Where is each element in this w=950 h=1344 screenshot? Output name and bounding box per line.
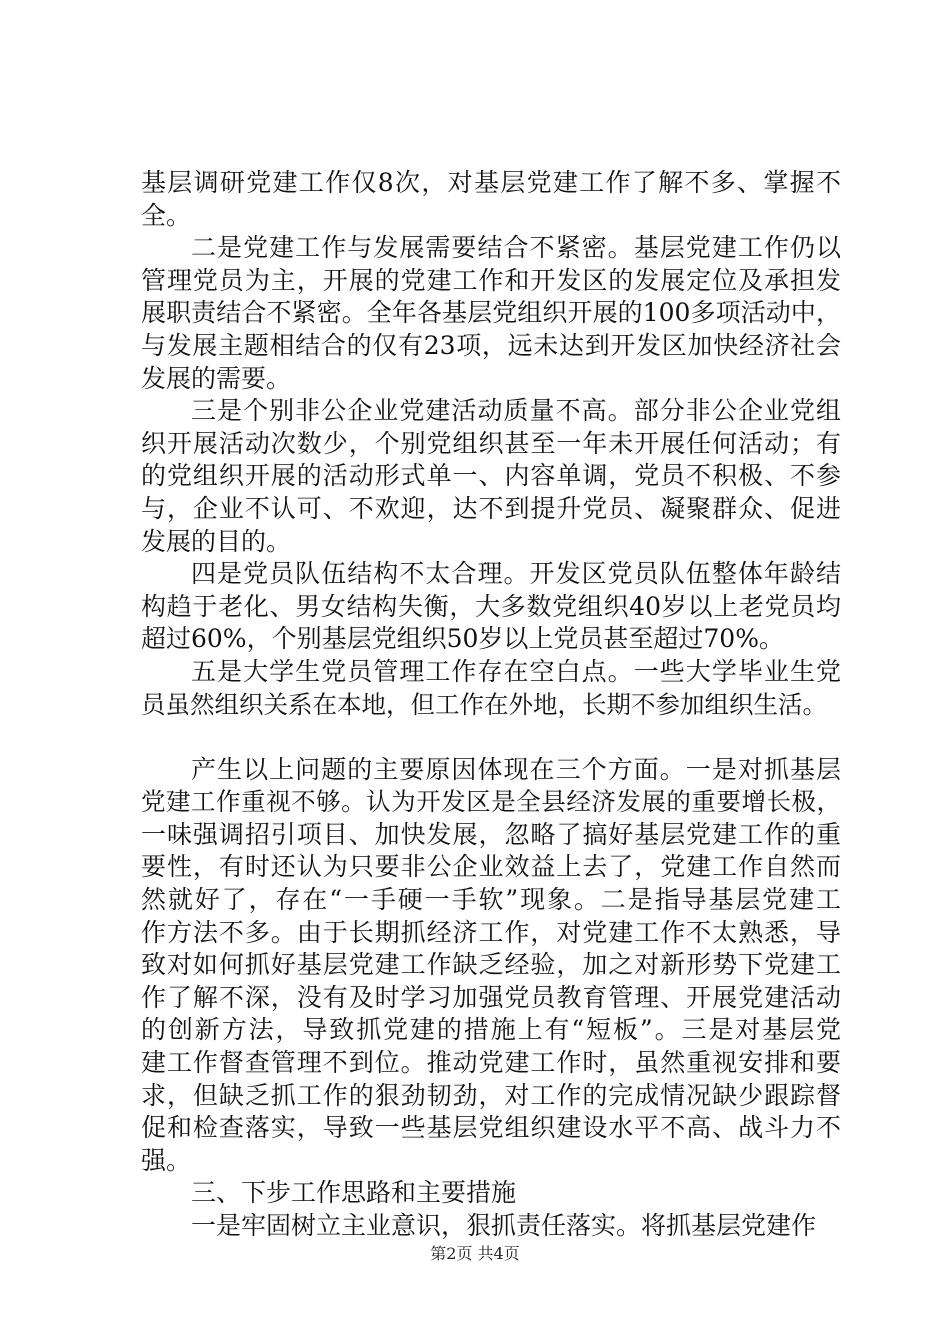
text-line: 的创新方法，导致抓党建的措施上有“短板”。三是对基层党 <box>141 1015 841 1045</box>
text-line: 发展的目的。 <box>141 526 292 556</box>
paragraph <box>141 395 841 558</box>
text-line: 求，但缺乏抓工作的狠劲韧劲，对工作的完成情况缺少跟踪督 <box>141 1080 841 1110</box>
text-line: 与发展主题相结合的仅有23项，远未达到开发区加快经济社会 <box>141 330 841 360</box>
text-line: 三是个别非公企业党建活动质量不高。部分非公企业党组 <box>191 396 841 426</box>
paragraph <box>141 167 841 232</box>
text-line: 四是党员队伍结构不太合理。开发区党员队伍整体年龄结 <box>191 559 841 589</box>
text-line: 作了解不深，没有及时学习加强党员教育管理、开展党建活动 <box>141 982 841 1012</box>
text-line: 织开展活动次数少，个别党组织甚至一年未开展任何活动；有 <box>141 428 841 458</box>
text-line: 产生以上问题的主要原因体现在三个方面。一是对抓基层 <box>191 754 841 784</box>
page-number-footer: 第2页 共4页 <box>430 1244 520 1263</box>
text-line: 五是大学生党员管理工作存在空白点。一些大学毕业生党 <box>191 656 841 686</box>
text-line: 员虽然组织关系在本地，但工作在外地，长期不参加组织生活。 <box>141 689 827 719</box>
text-line: 党建工作重视不够。认为开发区是全县经济发展的重要增长极， <box>141 787 841 817</box>
text-line: 作方法不多。由于长期抓经济工作，对党建工作不太熟悉，导 <box>141 917 841 947</box>
text-line: 发展的需要。 <box>141 363 292 393</box>
text-line: 二是党建工作与发展需要结合不紧密。基层党建工作仍以 <box>191 233 841 263</box>
paragraph <box>141 754 841 1178</box>
text-line: 要性，有时还认为只要非公企业效益上去了，党建工作自然而 <box>141 852 841 882</box>
text-line: 全。 <box>141 200 192 230</box>
text-line: 促和检查落实，导致一些基层党组织建设水平不高、战斗力不 <box>141 1113 841 1143</box>
text-line: 强。 <box>141 1145 192 1175</box>
paragraph <box>141 232 841 395</box>
text-line: 超过60%，个别基层党组织50岁以上党员甚至超过70%。 <box>141 624 784 654</box>
paragraph <box>141 1210 841 1243</box>
text-line: 一是牢固树立主业意识，狠抓责任落实。将抓基层党建作 <box>191 1211 817 1240</box>
blank-line <box>141 721 841 754</box>
text-line: 与，企业不认可、不欢迎，达不到提升党员、凝聚群众、促进 <box>141 493 841 523</box>
text-line: 致对如何抓好基层党建工作缺乏经验，加之对新形势下党建工 <box>141 950 841 980</box>
document-body <box>141 167 841 1243</box>
text-line: 然就好了，存在“一手硬一手软”现象。二是指导基层党建工 <box>141 885 841 915</box>
paragraph <box>141 656 841 721</box>
text-line: 展职责结合不紧密。全年各基层党组织开展的100多项活动中， <box>141 298 841 328</box>
text-line: 一味强调招引项目、加快发展，忽略了搞好基层党建工作的重 <box>141 819 841 849</box>
text-line: 构趋于老化、男女结构失衡，大多数党组织40岁以上老党员均 <box>141 591 841 621</box>
text-line: 基层调研党建工作仅8次，对基层党建工作了解不多、掌握不 <box>141 168 841 197</box>
section-heading <box>141 1177 841 1210</box>
text-line: 三、下步工作思路和主要措施 <box>191 1178 517 1208</box>
paragraph <box>141 558 841 656</box>
text-line: 建工作督查管理不到位。推动党建工作时，虽然重视安排和要 <box>141 1048 841 1078</box>
text-line: 管理党员为主，开展的党建工作和开发区的发展定位及承担发 <box>141 265 841 295</box>
text-line: 的党组织开展的活动形式单一、内容单调，党员不积极、不参 <box>141 461 841 491</box>
